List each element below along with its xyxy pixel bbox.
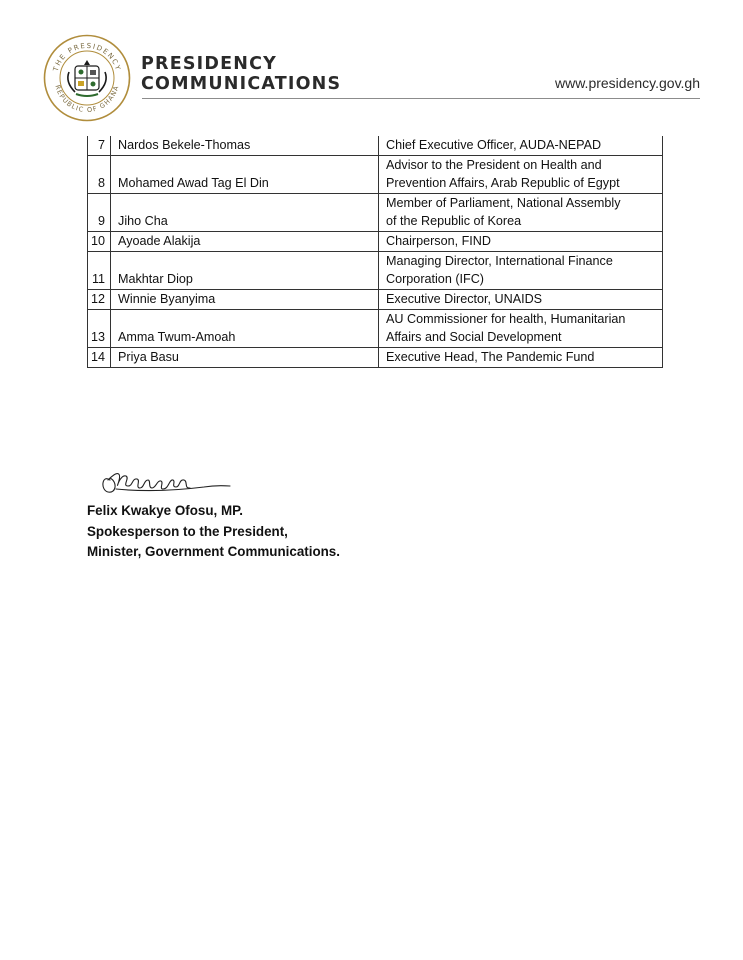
member-name: Winnie Byanyima [111,290,379,310]
row-number: 11 [88,252,111,290]
member-name: Jiho Cha [111,194,379,232]
table-row [88,290,663,310]
member-role-line: AU Commissioner for health, Humanitarian [386,312,626,326]
member-role [379,348,663,368]
brand-wordmark [141,54,341,94]
members-table [87,136,663,368]
table-row [88,194,663,232]
member-name: Nardos Bekele-Thomas [111,136,379,156]
member-role-line: Executive Head, The Pandemic Fund [386,350,595,364]
member-role-line: Chief Executive Officer, AUDA-NEPAD [386,138,602,152]
table-row [88,348,663,368]
row-number: 13 [88,310,111,348]
row-number: 8 [88,156,111,194]
table-row [88,136,663,156]
member-role [379,252,663,290]
member-role-line: Advisor to the President on Health and [386,158,602,172]
members-table-body [88,136,663,368]
member-role [379,136,663,156]
row-number: 10 [88,232,111,252]
svg-text:THE PRESIDENCY: THE PRESIDENCY [51,41,123,73]
member-name: Amma Twum-Amoah [111,310,379,348]
header-divider [142,98,700,99]
member-role-line: Member of Parliament, National Assembly [386,196,621,210]
table-row [88,232,663,252]
signatory-title-spokesperson: Spokesperson to the President, [87,523,288,539]
row-number: 7 [88,136,111,156]
website-url: www.presidency.gov.gh [555,75,700,91]
member-name: Priya Basu [111,348,379,368]
table-row [88,156,663,194]
member-role-line: Prevention Affairs, Arab Republic of Egypt [386,176,620,190]
row-number: 12 [88,290,111,310]
brand-line-presidency: PRESIDENCY [141,54,278,74]
signatory-title-minister: Minister, Government Communications. [87,544,340,559]
signatory-name: Felix Kwakye Ofosu, MP. [87,503,244,518]
member-name: Mohamed Awad Tag El Din [111,156,379,194]
member-role [379,310,663,348]
handwritten-signature [96,458,246,500]
member-role-line: Executive Director, UNAIDS [386,292,543,306]
member-role [379,232,663,252]
svg-text:REPUBLIC OF GHANA: REPUBLIC OF GHANA [53,84,121,115]
member-role-line: Chairperson, FIND [386,234,491,248]
table-row [88,310,663,348]
member-name: Ayoade Alakija [111,232,379,252]
member-role [379,156,663,194]
member-role [379,290,663,310]
row-number: 9 [88,194,111,232]
member-name: Makhtar Diop [111,252,379,290]
row-number: 14 [88,348,111,368]
member-role-line: Corporation (IFC) [386,272,484,286]
member-role [379,194,663,232]
member-role-line: of the Republic of Korea [386,214,522,228]
signatory-block [87,501,340,563]
table-row [88,252,663,290]
member-role-line: Affairs and Social Development [386,330,562,344]
brand-line-communications: COMMUNICATIONS [141,74,342,94]
presidency-seal-logo [43,34,131,122]
member-role-line: Managing Director, International Finance [386,254,613,268]
